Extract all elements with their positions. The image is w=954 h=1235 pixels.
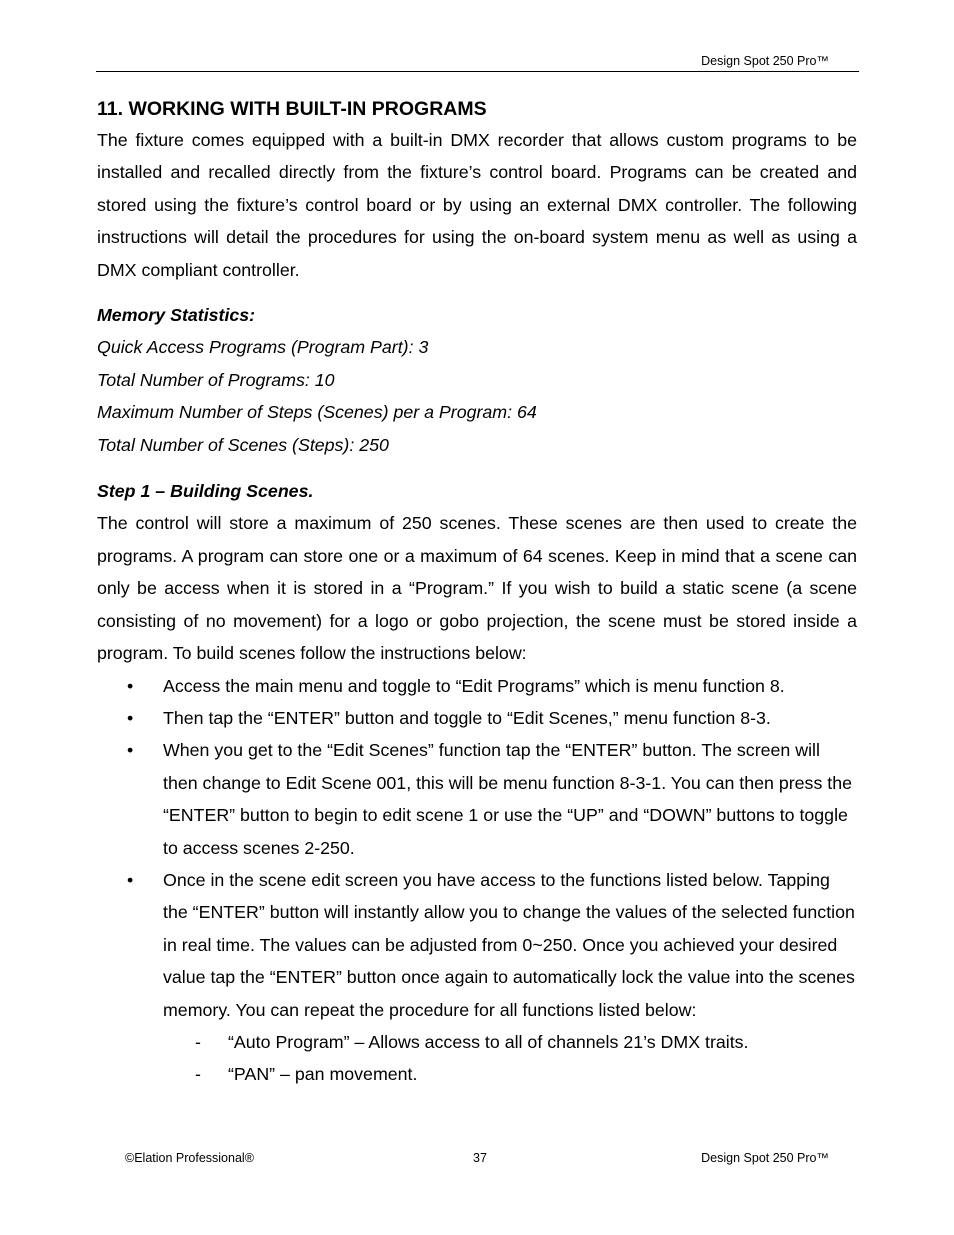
bullet-icon: •: [127, 675, 134, 696]
memory-stat-item: Total Number of Programs: 10: [97, 369, 335, 390]
footer-page-number: 37: [473, 1151, 487, 1165]
memory-statistics-heading: Memory Statistics:: [97, 305, 256, 326]
sub-list-text: “Auto Program” – Allows access to all of channels 21’s DMX traits.: [228, 1031, 749, 1052]
step1-paragraph: The control will store a maximum of 250 scenes. These scenes are then used to create the programs. A program can store one or a maximum of 64 scenes. Keep in mind that a scene can only be access when it is stored in a “Program.” If you wish to build a static scene (a scene consisting of no movement) for a logo or gobo projection, the scene must be stored inside a program. To build scenes follow the instructions below:: [97, 513, 857, 664]
memory-stat-item: Total Number of Scenes (Steps): 250: [97, 434, 389, 455]
bullet-icon: •: [127, 740, 134, 761]
page-content: [97, 96, 857, 1091]
dash-icon: -: [195, 1064, 201, 1085]
bullet-text: Once in the scene edit screen you have access to the functions listed below. Tapping the “ENTER” button will instantly allow you to change the values of the selected function in real time. The values can be adjusted from 0~250. Once you achieved your desired value tap the “ENTER” button once again to automatically lock the value into the scenes memory. You can repeat the procedure for all functions listed below:: [163, 869, 855, 1020]
dash-icon: -: [195, 1031, 201, 1052]
bullet-icon: •: [127, 707, 134, 728]
step1-bullet-list: [97, 670, 857, 1026]
bullet-text: When you get to the “Edit Scenes” function tap the “ENTER” button. The screen will then change to Edit Scene 001, this will be menu function 8-3-1. You can then press the “ENTER” button to begin to edit scene 1 or use the “UP” and “DOWN” buttons to toggle to access scenes 2-250.: [163, 740, 852, 858]
footer-product: Design Spot 250 Pro™: [701, 1151, 829, 1165]
memory-stat-item: Quick Access Programs (Program Part): 3: [97, 337, 429, 358]
bullet-text: Then tap the “ENTER” button and toggle to “Edit Scenes,” menu function 8-3.: [163, 707, 771, 728]
page-header-product: Design Spot 250 Pro™: [701, 54, 829, 68]
footer-copyright: ©Elation Professional®: [125, 1151, 254, 1165]
bullet-item: [97, 670, 857, 702]
step1-heading: Step 1 – Building Scenes.: [97, 481, 314, 502]
bullet-item: [97, 734, 857, 864]
bullet-text: Access the main menu and toggle to “Edit Programs” which is menu function 8.: [163, 675, 785, 696]
sub-list-text: “PAN” – pan movement.: [228, 1064, 418, 1085]
bullet-item: [97, 702, 857, 734]
sub-list-item: [97, 1058, 857, 1090]
memory-stat-item: Maximum Number of Steps (Scenes) per a Program: 64: [97, 402, 537, 423]
section-title: 11. WORKING WITH BUILT-IN PROGRAMS: [97, 98, 487, 120]
bullet-icon: •: [127, 869, 134, 890]
sub-list-item: [97, 1026, 857, 1058]
bullet-item: [97, 864, 857, 1026]
intro-paragraph: The fixture comes equipped with a built-in DMX recorder that allows custom programs to be installed and recalled directly from the fixture’s control board. Programs can be created and stored using the fixture’s control board or by using an external DMX controller. The following instructions will detail the procedures for using the on-board system menu as well as using a DMX compliant controller.: [97, 130, 857, 280]
header-divider: [96, 71, 859, 72]
function-sub-list: [97, 1026, 857, 1091]
